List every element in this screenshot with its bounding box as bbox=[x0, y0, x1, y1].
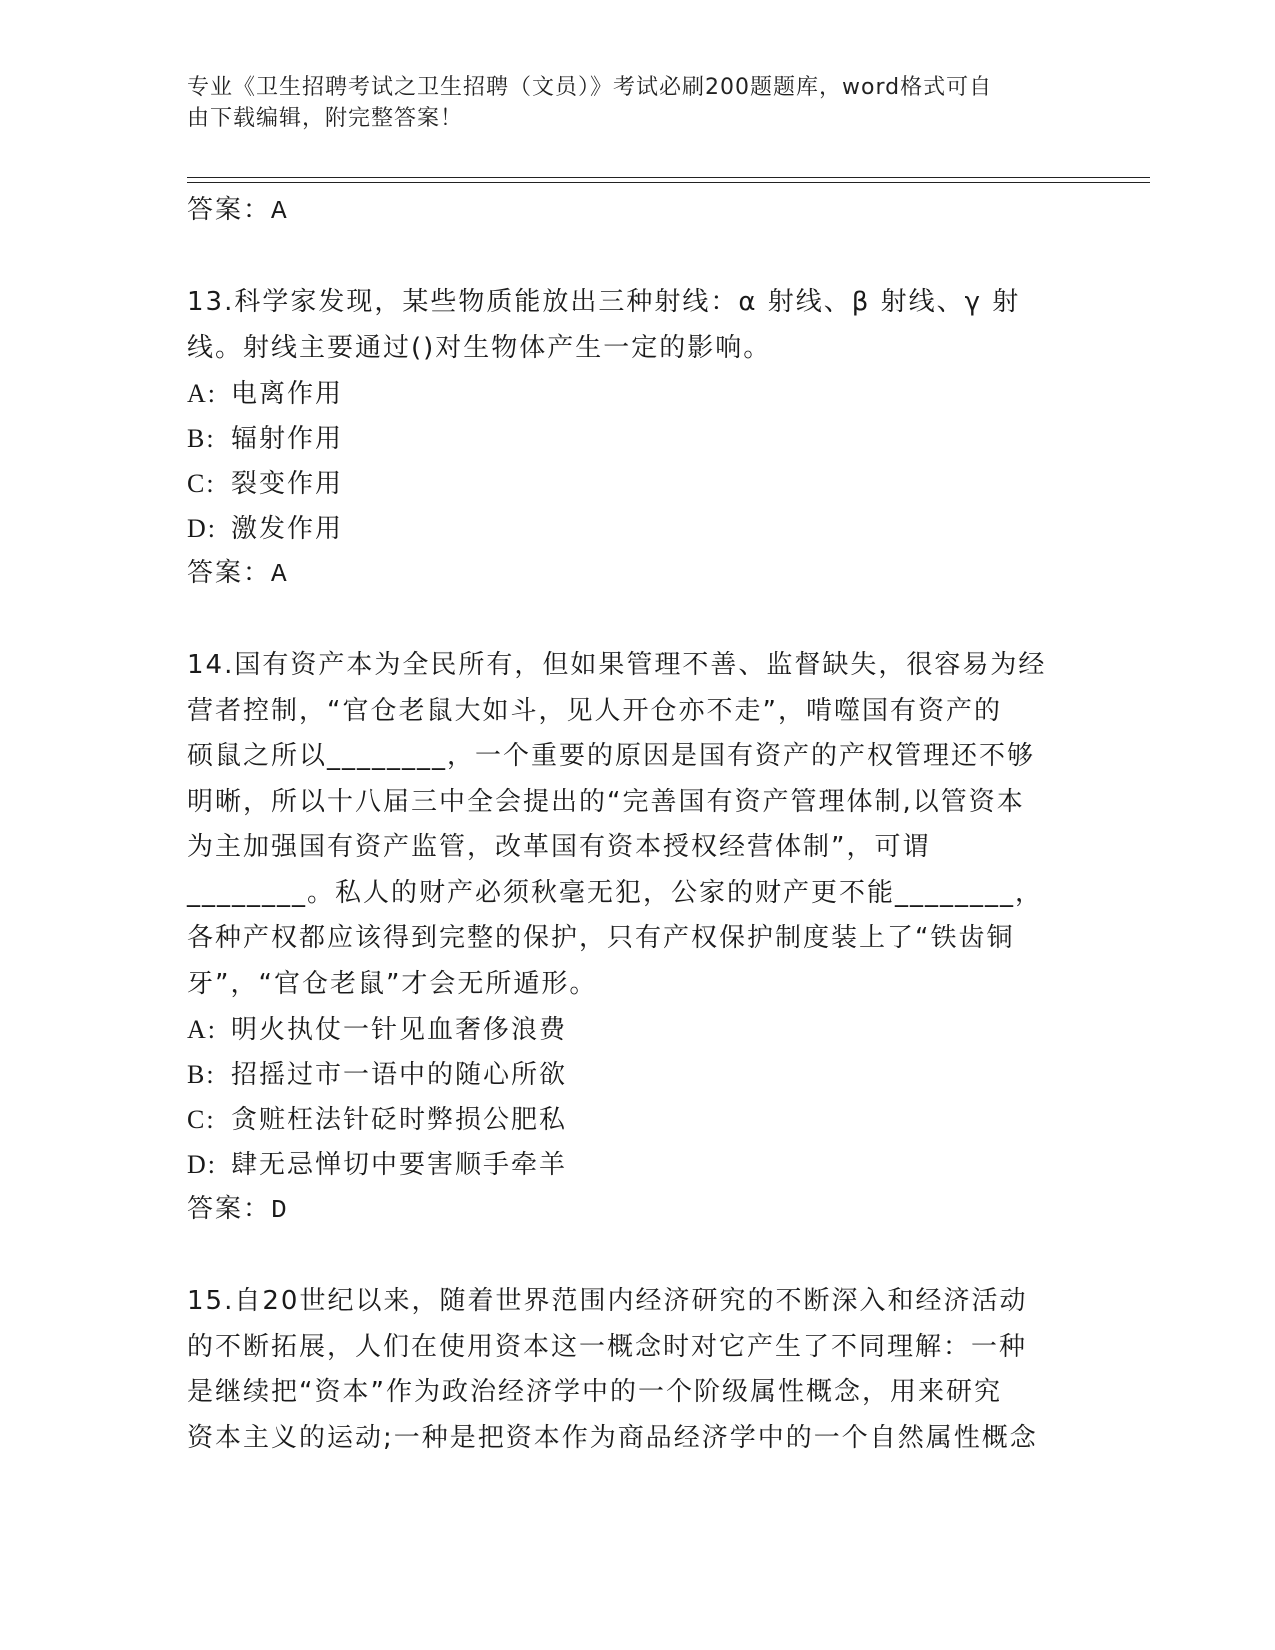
option-c bbox=[187, 1097, 1077, 1142]
option-d bbox=[187, 1142, 1077, 1187]
question-stem bbox=[187, 1279, 1077, 1461]
question-stem bbox=[187, 280, 1077, 371]
answer-value: A bbox=[271, 196, 288, 226]
stem-line: 线。射线主要通过()对生物体产生一定的影响。 bbox=[187, 332, 772, 363]
question-13 bbox=[187, 280, 1077, 595]
stem-line: ________。私人的财产必须秋毫无犯，公家的财产更不能________， bbox=[187, 877, 1044, 908]
option-b bbox=[187, 416, 1077, 461]
stem-line: 明晰，所以十八届三中全会提出的“完善国有资产管理体制,以管资本 bbox=[187, 786, 1025, 817]
answer-label: 答案： bbox=[187, 195, 272, 225]
stem-line: 是继续把“资本”作为政治经济学中的一个阶级属性概念，用来研究 bbox=[187, 1377, 1002, 1407]
option-text: 招摇过市一语中的随心所欲 bbox=[231, 1060, 568, 1090]
option-text: 激发作用 bbox=[231, 514, 344, 544]
page-header bbox=[187, 72, 1067, 134]
option-text: 辐射作用 bbox=[231, 424, 344, 454]
header-divider-top bbox=[187, 177, 1150, 178]
option-key: C: bbox=[187, 1105, 216, 1134]
stem-line: 资本主义的运动;一种是把资本作为商品经济学中的一个自然属性概念 bbox=[187, 1422, 1038, 1453]
answer-value: A bbox=[271, 559, 288, 589]
answer-value: D bbox=[271, 1195, 288, 1225]
option-b bbox=[187, 1052, 1077, 1097]
question-number: 13. bbox=[187, 287, 235, 317]
option-key: A: bbox=[187, 1015, 217, 1044]
option-text: 明火执仗一针见血奢侈浪费 bbox=[231, 1015, 568, 1045]
answer-label: 答案： bbox=[187, 558, 272, 588]
stem-line: 牙”，“官仓老鼠”才会无所遁形。 bbox=[187, 968, 598, 999]
stem-line: 13.科学家发现，某些物质能放出三种射线：α 射线、β 射线、γ 射 bbox=[187, 287, 1021, 317]
stem-line: 的不断拓展，人们在使用资本这一概念时对它产生了不同理解：一种 bbox=[187, 1331, 1028, 1362]
answer-label: 答案： bbox=[187, 1194, 272, 1224]
option-a bbox=[187, 371, 1077, 416]
option-key: D: bbox=[187, 1150, 217, 1179]
stem-line: 15.自20世纪以来，随着世界范围内经济研究的不断深入和经济活动 bbox=[187, 1286, 1028, 1316]
question-15 bbox=[187, 1279, 1077, 1461]
stem-line: 各种产权都应该得到完整的保护，只有产权保护制度装上了“铁齿铜 bbox=[187, 923, 1015, 953]
option-text: 电离作用 bbox=[231, 379, 344, 409]
option-a bbox=[187, 1007, 1077, 1052]
spacer bbox=[187, 1231, 1077, 1279]
option-key: A: bbox=[187, 379, 217, 408]
header-line-2: 由下载编辑，附完整答案！ bbox=[187, 106, 464, 131]
question-answer bbox=[187, 1187, 1077, 1231]
question-stem bbox=[187, 643, 1077, 1007]
option-key: D: bbox=[187, 514, 217, 543]
question-14 bbox=[187, 643, 1077, 1231]
stem-line: 14.国有资产本为全民所有，但如果管理不善、监督缺失，很容易为经 bbox=[187, 650, 1047, 680]
option-key: B: bbox=[187, 1060, 216, 1089]
header-line-1: 专业《卫生招聘考试之卫生招聘（文员）》考试必刷200题题库，word格式可自 bbox=[187, 75, 993, 100]
header-divider-bottom bbox=[187, 182, 1150, 183]
spacer bbox=[187, 595, 1077, 643]
option-text: 肆无忌惮切中要害顺手牵羊 bbox=[231, 1150, 568, 1180]
question-number: 15. bbox=[187, 1286, 235, 1316]
option-text: 贪赃枉法针砭时弊损公肥私 bbox=[231, 1105, 568, 1135]
option-key: C: bbox=[187, 469, 216, 498]
stem-line: 营者控制，“官仓老鼠大如斗，见人开仓亦不走”，啃噬国有资产的 bbox=[187, 695, 1002, 726]
spacer bbox=[187, 232, 1077, 280]
option-c bbox=[187, 461, 1077, 506]
question-number: 14. bbox=[187, 650, 235, 680]
stem-line: 为主加强国有资产监管，改革国有资本授权经营体制”，可谓 bbox=[187, 832, 931, 862]
option-key: B: bbox=[187, 424, 216, 453]
option-d bbox=[187, 506, 1077, 551]
previous-answer bbox=[187, 188, 1077, 232]
stem-line: 硕鼠之所以________，一个重要的原因是国有资产的产权管理还不够 bbox=[187, 741, 1036, 771]
question-answer bbox=[187, 551, 1077, 595]
option-text: 裂变作用 bbox=[231, 469, 344, 499]
question-content bbox=[187, 188, 1077, 1461]
